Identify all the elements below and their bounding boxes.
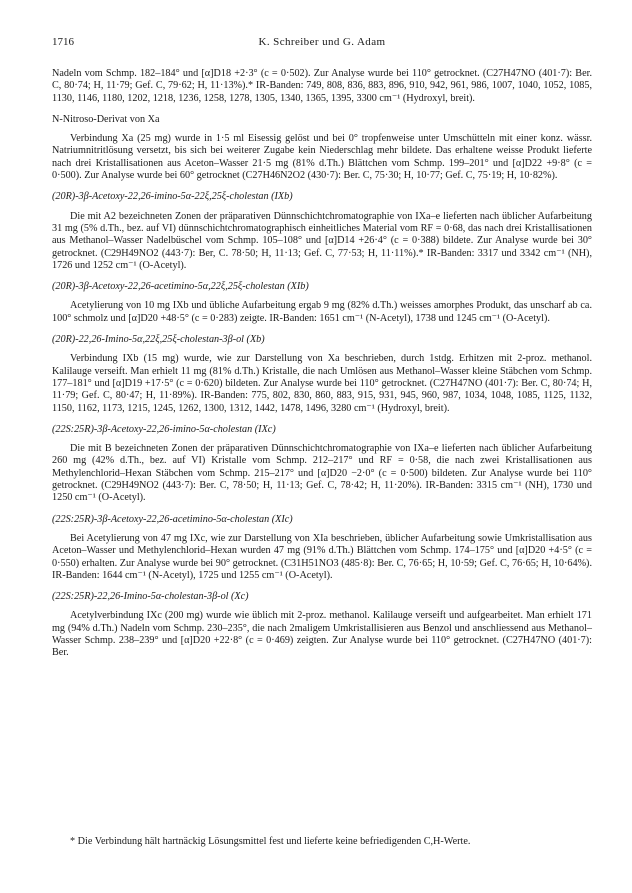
section-heading-ixc: (22S:25R)-3β-Acetoxy-22,26-imino-5α-cholestan (IXc) [52,423,276,435]
paragraph-xc: Acetylverbindung IXc (200 mg) wurde wie üblich mit 2-proz. methanol. Kalilauge verseift und aufgearbeitet. Man erhielt 171 mg (94% d.Th.) Nadeln vom Schmp. 230–235°, die nach 2maligem Umkristallisieren aus Benzol und anschliessend aus Methanol–Wasser Schmp. 238–239° und [α]D20 +22·8° (c = 0·469) zeigten. Zur Analyse wurde bei 110° getrocknet. (C27H47NO (401·7): Ber. [52,610,592,659]
paragraph-ixc: Die mit B bezeichneten Zonen der präparativen Dünnschichtchromatographie von IXa–e lieferten nach üblicher Aufarbeitung 260 mg (42% d.Th., bez. auf VI) Kristalle vom Schmp. 212–217° und RF = 0·58, die nach zwei Kristallisationen aus Methylenchlorid–Hexan Stäbchen vom Schmp. 215–217° und [α]D20 −2·0° (c = 0·500) bildeten. Zur Analyse wurde bei 110° getrocknet. (C29H49NO2 (443·7): Ber. C, 78·50; H, 11·13; Gef. C, 78·42; H, 11·20%). IR-Banden: 3315 cm⁻¹ (NH), 1730 und 1250 cm⁻¹ (O-Acetyl). [52,443,592,504]
footnote: * Die Verbindung hält hartnäckig Lösungsmittel fest und lieferte keine befriedigenden C,H-Werte. [70,836,471,847]
page-body [52,68,592,660]
section-heading-xb: (20R)-22,26-Imino-5α,22ξ,25ξ-cholestan-3β-ol (Xb) [52,334,265,346]
section-heading-xic: (22S:25R)-3β-Acetoxy-22,26-acetimino-5α-cholestan (XIc) [52,513,293,525]
section-heading-nitroso: N-Nitroso-Derivat von Xa [52,113,160,125]
page-number: 1716 [52,36,74,48]
paragraph-xa-data: Nadeln vom Schmp. 182–184° und [α]D18 +2·3° (c = 0·502). Zur Analyse wurde bei 110° getrocknet. (C27H47NO (401·7): Ber. C, 80·74; H, 11·79; Gef. C, 79·62; H, 11·13%).* IR-Banden: 749, 808, 836, 883, 896, 910, 942, 961, 986, 1007, 1040, 1052, 1085, 1130, 1146, 1180, 1202, 1218, 1236, 1258, 1278, 1305, 1340, 1365, 1395, 3300 cm⁻¹ (Hydroxyl, breit). [52,68,592,104]
paragraph-xic: Bei Acetylierung von 47 mg IXc, wie zur Darstellung von XIa beschrieben, üblicher Aufarbeitung sowie Umkristallisation aus Aceton–Wasser und Methylenchlorid–Hexan wurden 47 mg (91% d.Th.) Blättchen vom Schmp. 174–175° und [α]D20 +4·5° (c = 0·550) erhalten. Zur Analyse wurde bei 90° getrocknet. (C31H51NO3 (485·8): Ber. C, 76·65; H, 10·59; Gef. C, 76·65; H, 10·64%). IR-Banden: 1644 cm⁻¹ (N-Acetyl), 1725 und 1255 cm⁻¹ (O-Acetyl). [52,532,592,581]
paragraph-nitroso: Verbindung Xa (25 mg) wurde in 1·5 ml Eisessig gelöst und bei 0° tropfenweise unter Umschütteln mit einer konz. wässr. Natriumnitritlösung versetzt, bis sich bei weiterer Zugabe kein Niederschlag mehr bildete. Das erhaltene weisse Produkt lieferte nach drei Kristallisationen aus Aceton–Wasser 21·5 mg (81% d.Th.) Blättchen vom Schmp. 199–201° und [α]D22 +9·8° (c = 0·500). Zur Analyse wurde bei 60° getrocknet (C27H46N2O2 (430·7): Ber. C, 75·30; H, 10·77; Gef. C, 75·19; H, 10·82%). [52,133,592,182]
paragraph-xib: Acetylierung von 10 mg IXb und übliche Aufarbeitung ergab 9 mg (82% d.Th.) weisses amorphes Produkt, das unscharf ab ca. 100° schmolz und [α]D20 +48·5° (c = 0·283) zeigte. IR-Banden: 1651 cm⁻¹ (N-Acetyl), 1738 und 1245 cm⁻¹ (O-Acetyl). [52,300,592,324]
paragraph-ixb: Die mit A2 bezeichneten Zonen der präparativen Dünnschichtchromatographie von IXa–e lieferten nach üblicher Aufarbeitung 31 mg (5% d.Th., bez. auf VI) dünnschichtchromatographisch einheitliches Material vom RF = 0·68, das nach drei Kristallisationen aus Methanol–Wasser Nadelbüschel vom Schmp. 105–108° und [α]D14 +26·4° (c = 0·388) bildete. Zur Analyse wurde bei 30° getrocknet. (C29H49NO2 (443·7): Ber, C. 78·50; H, 11·13; Gef. C, 77·53; H, 11·11%).* IR-Banden: 3317 und 3342 cm⁻¹ (NH), 1726 und 1252 cm⁻¹ (O-Acetyl). [52,210,592,271]
section-heading-xib: (20R)-3β-Acetoxy-22,26-acetimino-5α,22ξ,25ξ-cholestan (XIb) [52,281,309,293]
running-title: K. Schreiber und G. Adam [258,36,386,48]
section-heading-xc: (22S:25R)-22,26-Imino-5α-cholestan-3β-ol (Xc) [52,591,249,603]
paragraph-xb: Verbindung IXb (15 mg) wurde, wie zur Darstellung von Xa beschrieben, durch 1stdg. Erhitzen mit 2-proz. methanol. Kalilauge verseift. Man erhielt 11 mg (81% d.Th.) Kristalle, die nach Umlösen aus Methanol–Wasser kleine Stäbchen vom Schmp. 177–181° und [α]D19 +17·5° (c = 0·620) bildeten. Zur Analyse wurde bei 110° getrocknet. (C27H47NO (401·7): Ber. C, 80·74; H, 11·79; Gef. C, 80·47; H, 11·89%). IR-Banden: 775, 802, 830, 860, 883, 915, 931, 945, 960, 987, 1034, 1048, 1085, 1125, 1132, 1150, 1162, 1173, 1215, 1245, 1262, 1300, 1312, 1442, 1478, 1496, 3280 cm⁻¹ (Hydroxyl, breit). [52,353,592,414]
section-heading-ixb: (20R)-3β-Acetoxy-22,26-imino-5α-22ξ,25ξ-cholestan (IXb) [52,191,293,203]
page-header [52,36,592,52]
